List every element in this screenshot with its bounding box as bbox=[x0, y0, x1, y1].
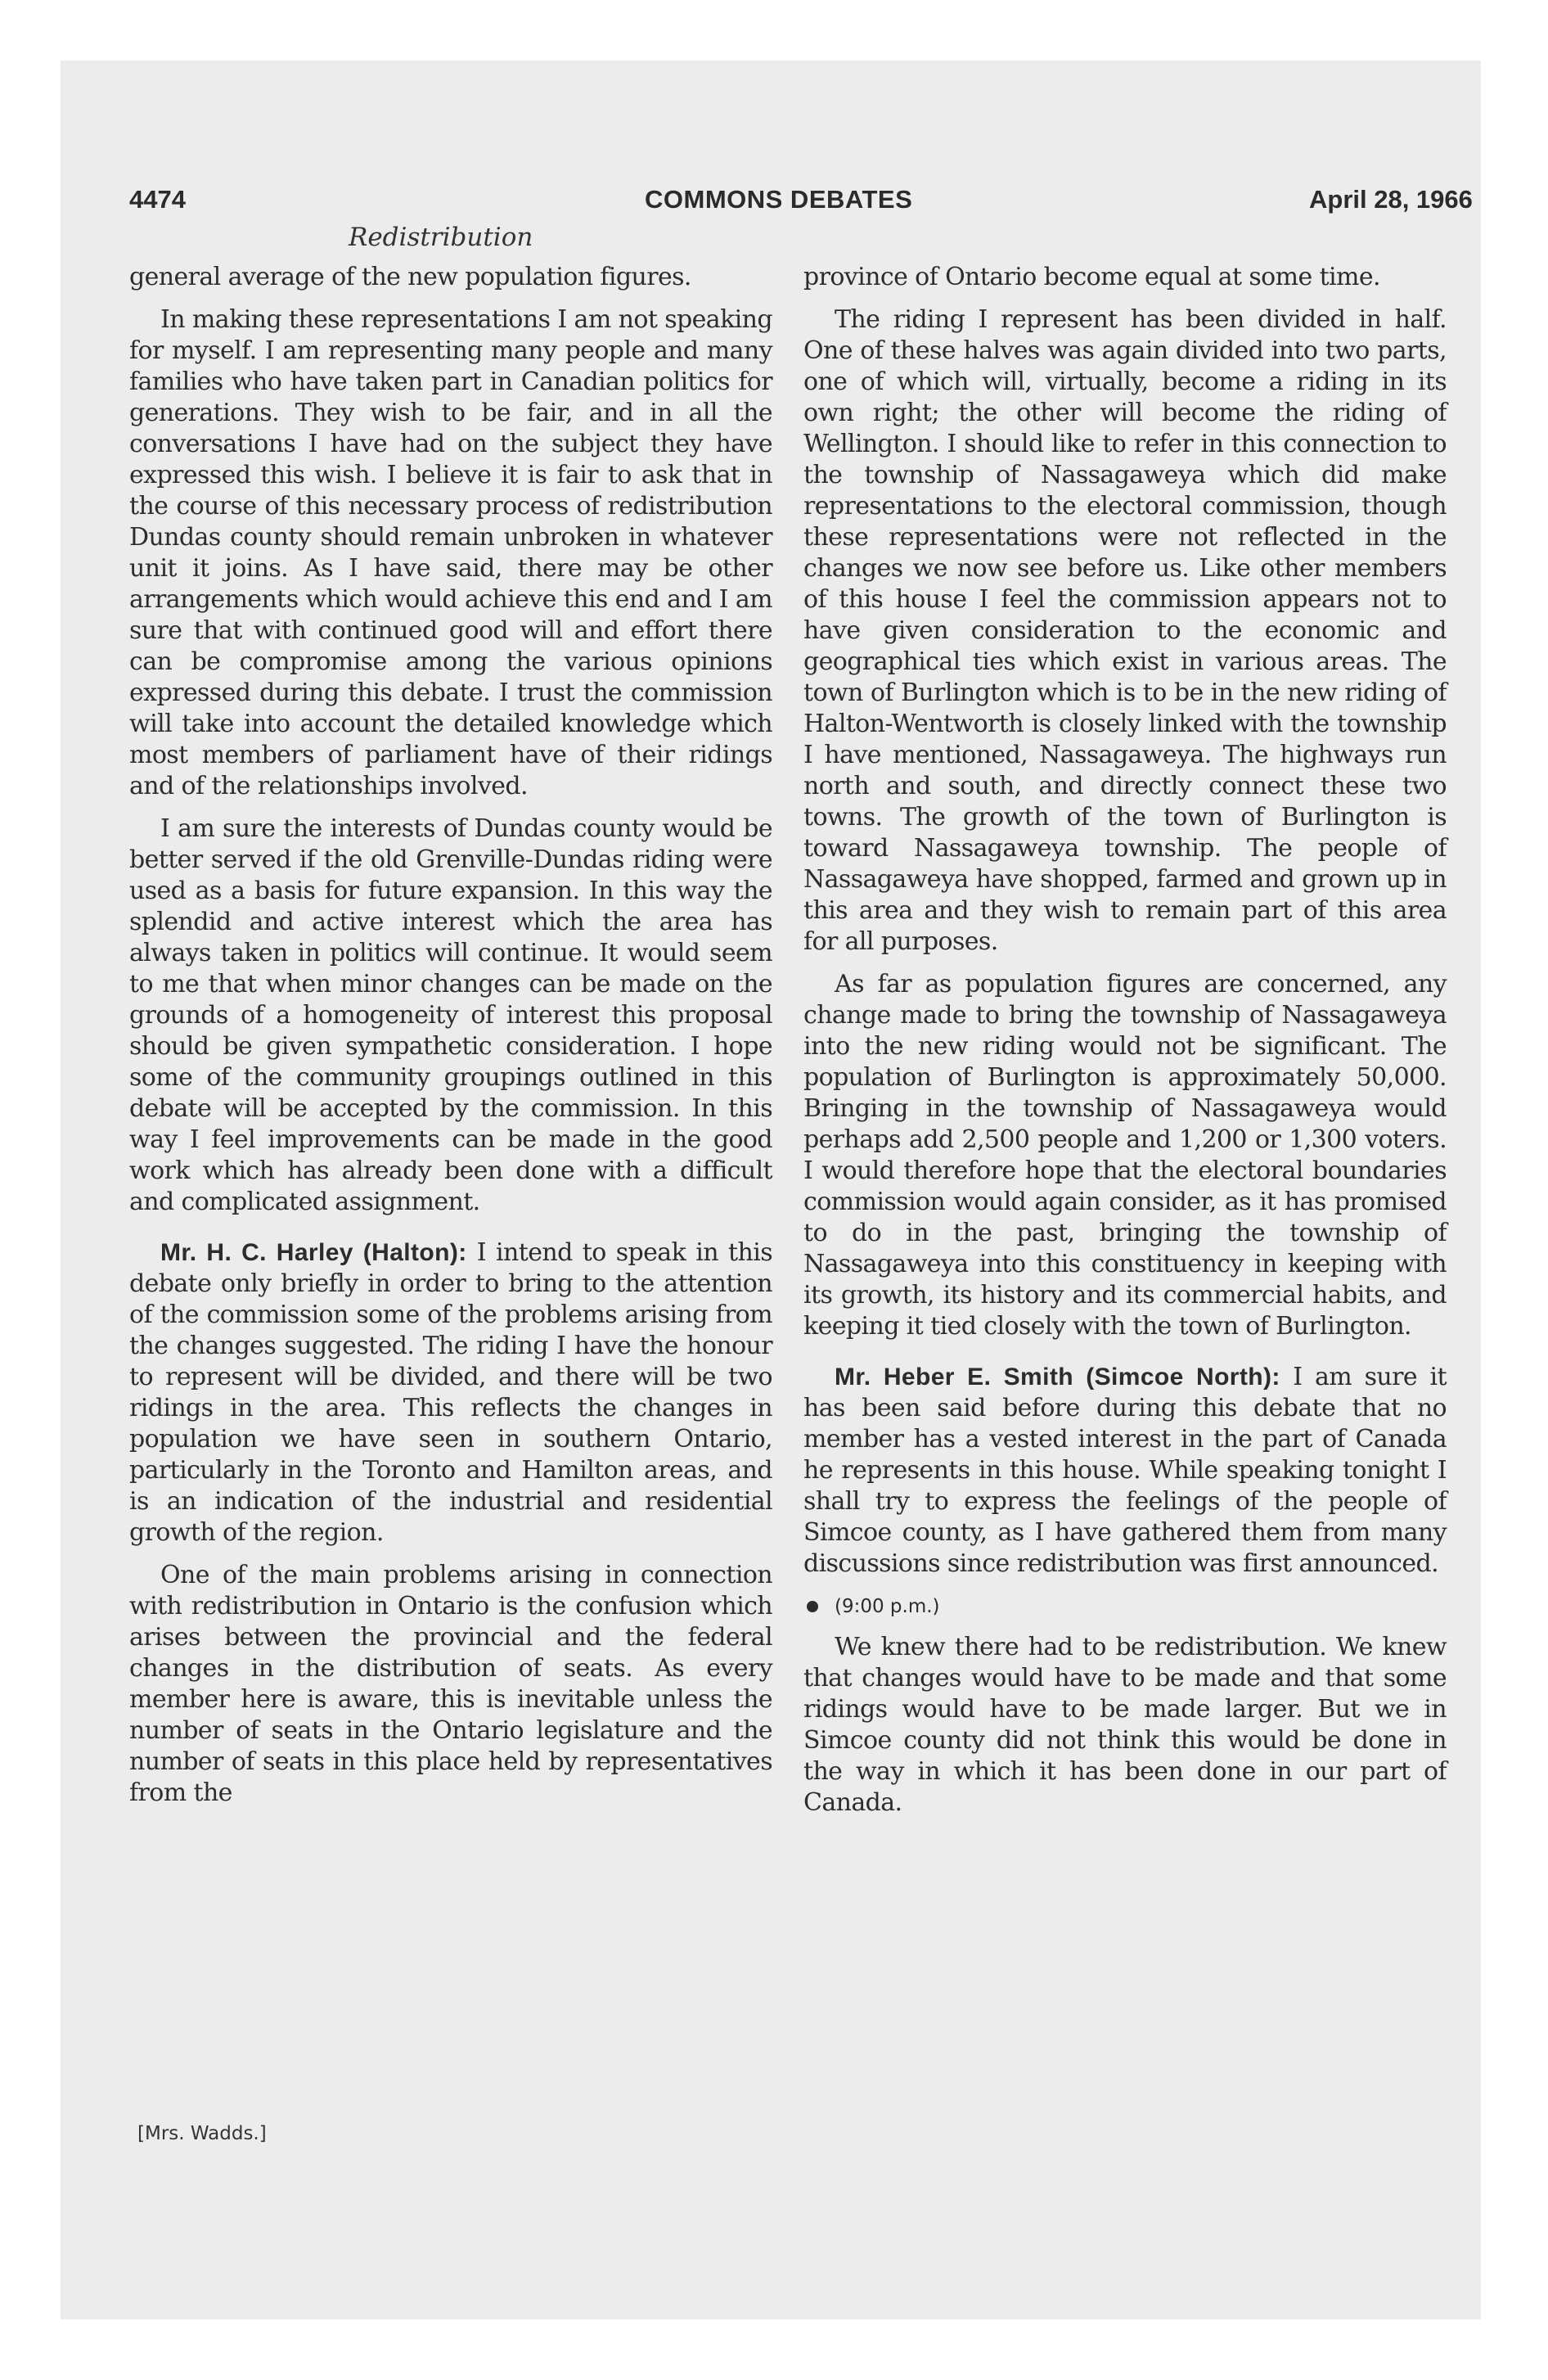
page-number: 4474 bbox=[129, 185, 186, 214]
right-column bbox=[803, 262, 1447, 1830]
speech-text: I am sure it has been said before during this debate that no member has a vested interest in the part of Canada he represents in this house. While speaking tonight I shall try to express the feelings of the people of Simcoe county, as I have gathered them from many discussions since redistribution was first announced. bbox=[803, 1363, 1447, 1578]
speaker-name: Mr. H. C. Harley (Halton): bbox=[160, 1239, 467, 1266]
publication-date: April 28, 1966 bbox=[1309, 185, 1473, 214]
left-column bbox=[129, 262, 772, 1820]
speaker-name: Mr. Heber E. Smith (Simcoe North): bbox=[835, 1364, 1280, 1391]
speech-paragraph bbox=[803, 1362, 1447, 1580]
speech-paragraph bbox=[129, 1237, 772, 1548]
paragraph: The riding I represent has been divided in half. One of these halves was again divided into two parts, one of which will, virtually, become a riding in its own right; the other will become the riding of Wellington. I should like to refer in this connection to the township of Nassagaweya which did make representations to the electoral commission, though these representations were not reflected in the changes we now see before us. Like other members of this house I feel the commission appears not to have given consideration to the economic and geographical ties which exist in various areas. The town of Burlington which is to be in the new riding of Halton-Wentworth is closely linked with the township I have mentioned, Nassagaweya. The highways run north and south, and directly connect these two towns. The growth of the town of Burlington is toward Nassagaweya township. The people of Nassagaweya have shopped, farmed and grown up in this area and they wish to remain part of this area for all purposes. bbox=[803, 305, 1447, 956]
paragraph: general average of the new population figures. bbox=[129, 263, 691, 291]
paragraph: province of Ontario become equal at some time. bbox=[803, 263, 1380, 291]
speech-text: I intend to speak in this debate only briefly in order to bring to the attention of the commission some of the problems arising from the changes suggested. The riding I have the honour to represent will be divided, and there will be two ridings in the area. This reflects the changes in population we have seen in southern Ontario, particularly in the Toronto and Hamilton areas, and is an indication of the industrial and residential growth of the region. bbox=[129, 1238, 772, 1547]
paragraph: I am sure the interests of Dundas county would be better served if the old Grenville-Dundas riding were used as a basis for future expansion. In this way the splendid and active interest which the area has always taken in politics will continue. It would seem to me that when minor changes can be made on the grounds of a homogeneity of interest this proposal should be given sympathetic consideration. I hope some of the community groupings outlined in this debate will be accepted by the commission. In this way I feel improvements can be made in the good work which has already been done with a difficult and complicated assignment. bbox=[129, 814, 772, 1216]
publication-title: COMMONS DEBATES bbox=[645, 185, 913, 214]
paragraph: One of the main problems arising in connection with redistribution in Ontario is the confusion which arises between the provincial and the federal changes in the distribution of seats. As every member here is aware, this is inevitable unless the number of seats in the Ontario legislature and the number of seats in this place held by representatives from the bbox=[129, 1561, 772, 1807]
previous-speaker-reference: [Mrs. Wadds.] bbox=[137, 2123, 267, 2144]
bullet-icon bbox=[807, 1601, 818, 1612]
paragraph: In making these representations I am not speaking for myself. I am representing many people and many families who have taken part in Canadian politics for generations. They wish to be fair, and in all the conversations I have had on the subject they have expressed this wish. I believe it is fair to ask that in the course of this necessary process of redistribution Dundas county should remain unbroken in whatever unit it joins. As I have said, there may be other arrangements which would achieve this end and I am sure that with continued good will and effort there can be compromise among the various opinions expressed during this debate. I trust the commission will take into account the detailed knowledge which most members of parliament have of their ridings and of the relationships involved. bbox=[129, 305, 772, 800]
time-stamp: (9:00 p.m.) bbox=[835, 1596, 940, 1617]
paragraph: As far as population figures are concerned, any change made to bring the township of Nassagaweya into the new riding would not be significant. The population of Burlington is approximately 50,000. Bringing in the township of Nassagaweya would perhaps add 2,500 people and 1,200 or 1,300 voters. I would therefore hope that the electoral boundaries commission would again consider, as it has promised to do in the past, bringing the township of Nassagaweya into this constituency in keeping with its growth, its history and its commercial habits, and keeping it tied closely with the town of Burlington. bbox=[803, 970, 1447, 1341]
section-subheading: Redistribution bbox=[349, 223, 533, 252]
paragraph: We knew there had to be redistribution. We knew that changes would have to be made and that some ridings would have to be made larger. But we in Simcoe county did not think this would be done in the way in which it has been done in our part of Canada. bbox=[803, 1633, 1447, 1817]
time-marker bbox=[803, 1591, 1447, 1622]
